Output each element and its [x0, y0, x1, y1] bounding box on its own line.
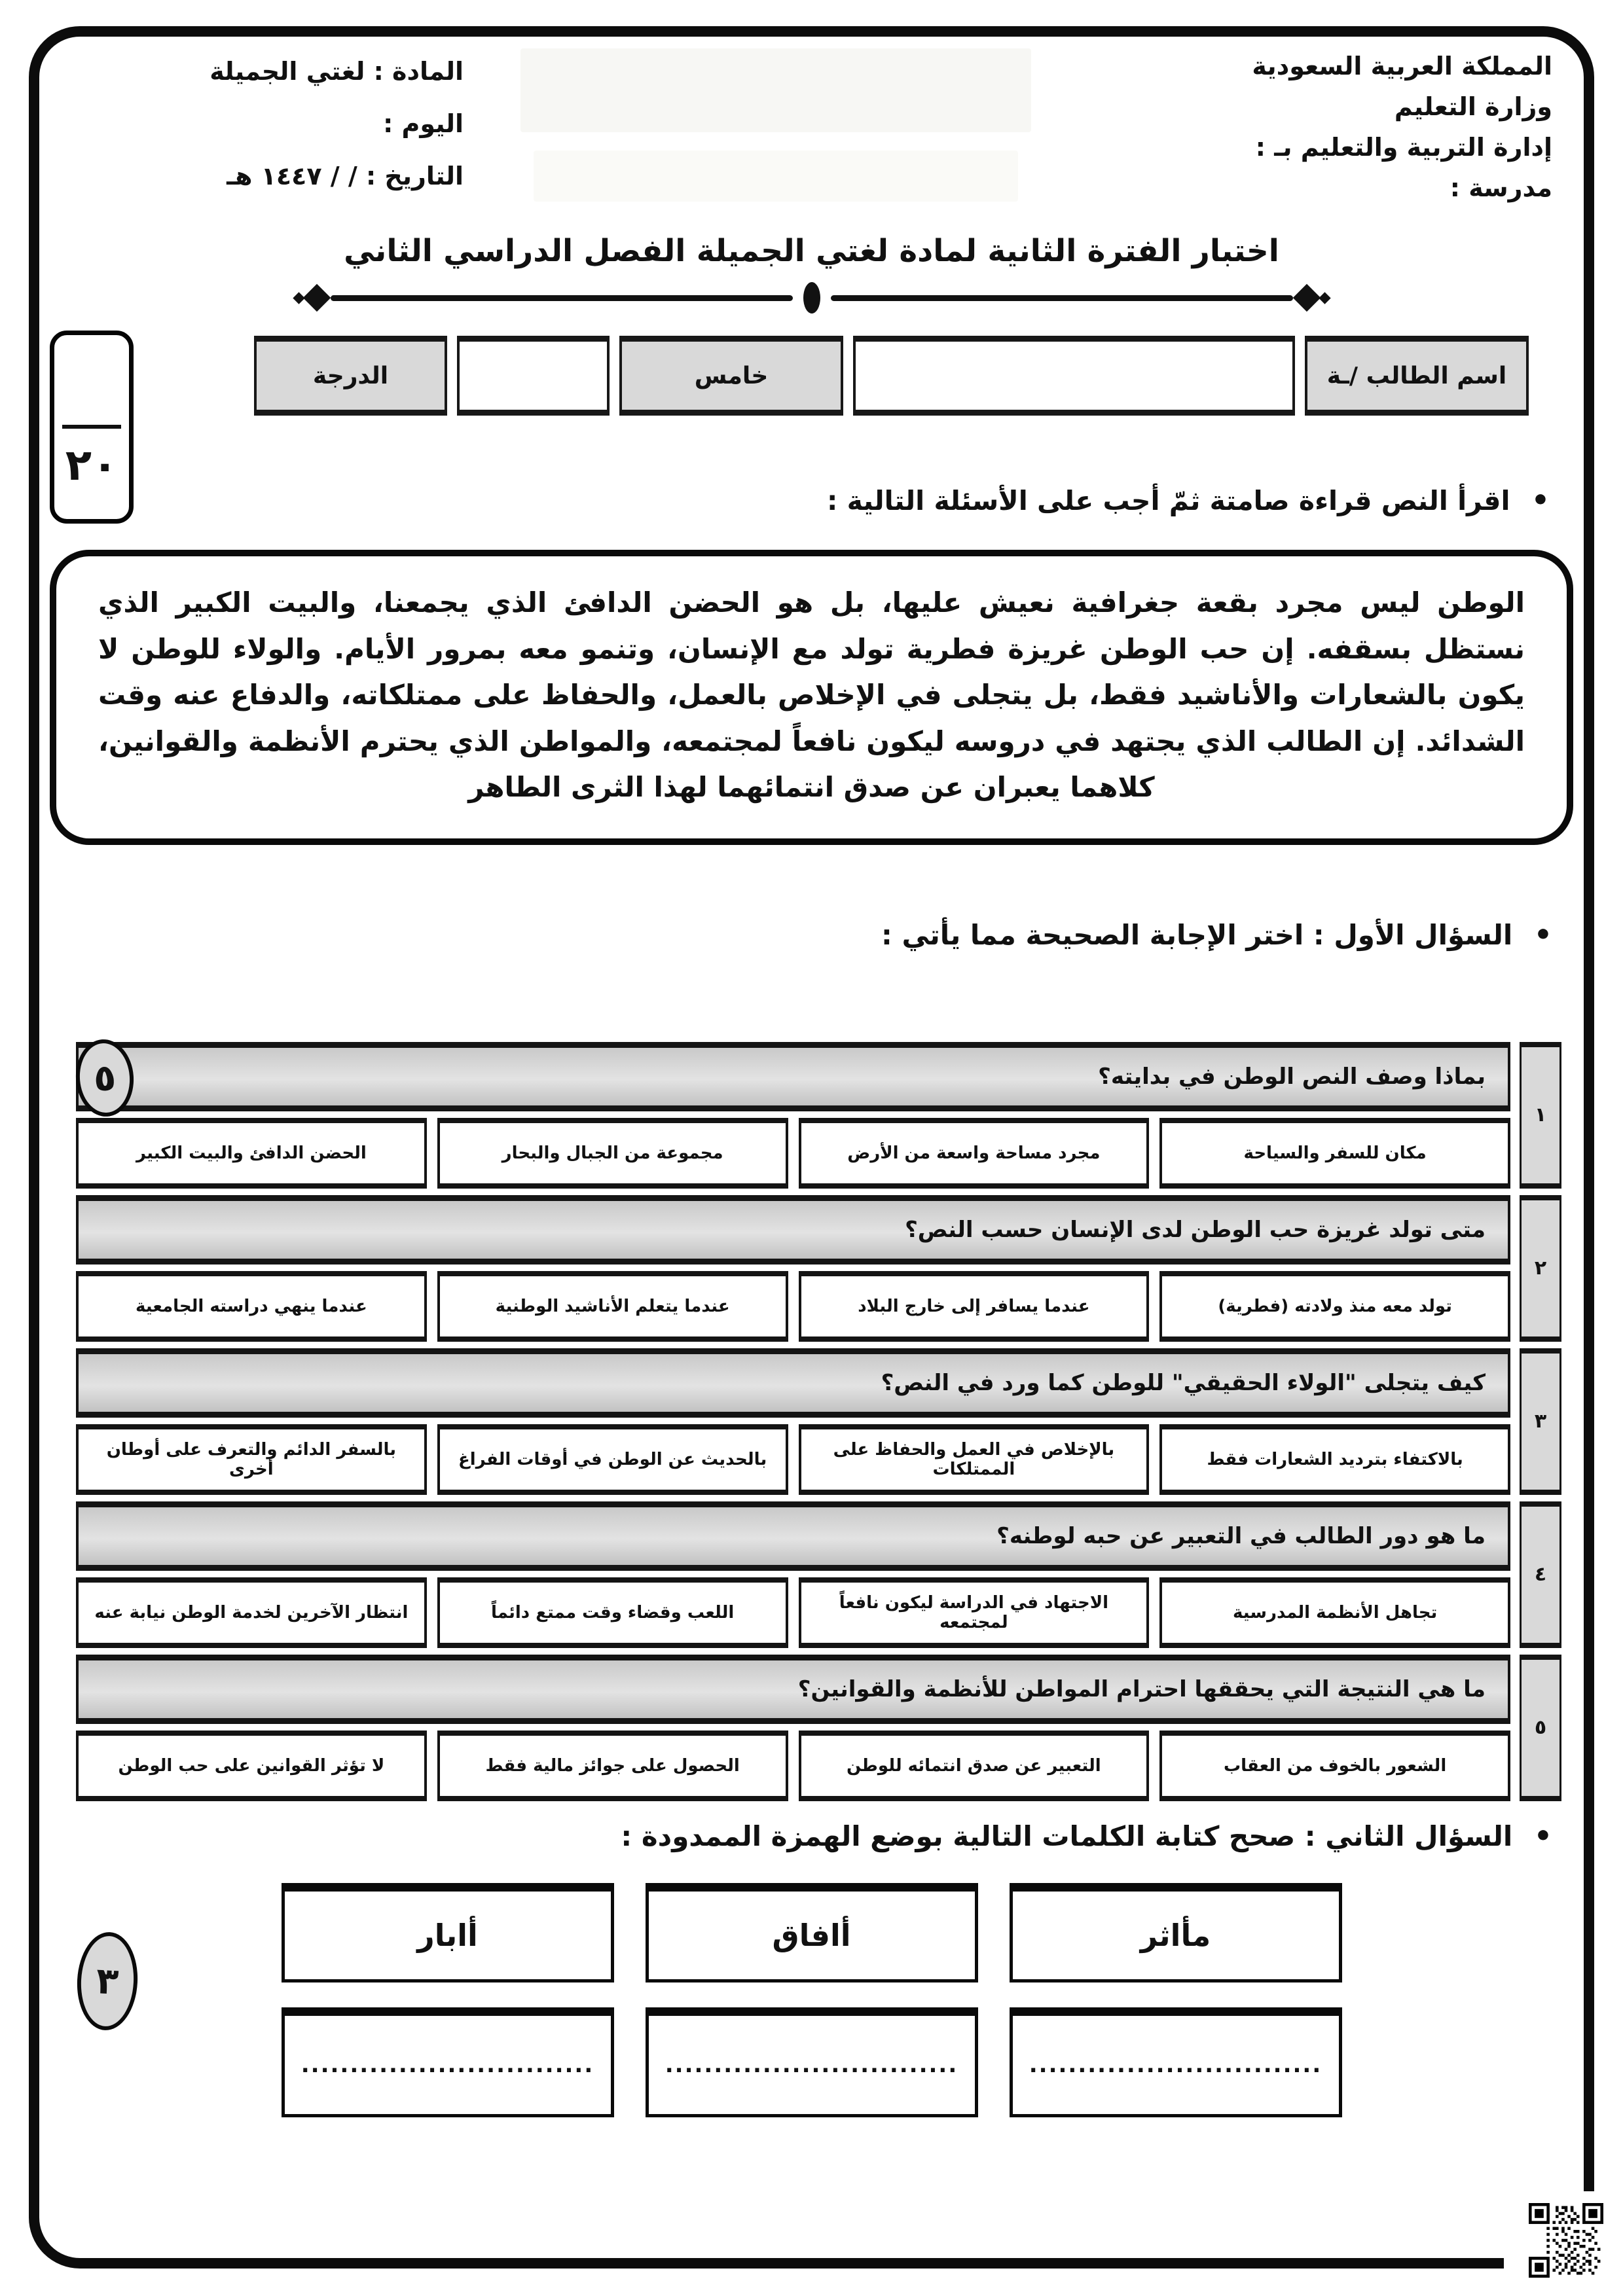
reading-instruction-text: اقرأ النص قراءة صامتة ثمّ أجب على الأسئلة التالية : — [826, 485, 1510, 516]
answer-option[interactable]: بالاكتفاء بترديد الشعارات فقط — [1159, 1424, 1510, 1495]
multiple-choice-area — [76, 1042, 1561, 1801]
divider-center-dot-icon — [803, 282, 820, 314]
question-text: متى تولد غريزة حب الوطن لدى الإنسان حسب النص؟ — [76, 1195, 1510, 1265]
answer-box[interactable]: .............................. — [1010, 2007, 1342, 2117]
answer-option[interactable]: مجرد مساحة واسعة من الأرض — [799, 1118, 1150, 1189]
question-number: ٢ — [1520, 1195, 1561, 1342]
divider-diamond-icon — [1292, 284, 1320, 312]
reading-instruction — [45, 484, 1578, 517]
answer-option[interactable]: عندما يتعلم الأناشيد الوطنية — [437, 1271, 788, 1342]
header-subject-block — [45, 35, 483, 216]
answer-option[interactable]: اللعب وقضاء وقت ممتع دائماً — [437, 1577, 788, 1648]
section2-heading-text: السؤال الثاني : صحح كتابة الكلمات التالية بوضع الهمزة الممدودة : — [621, 1820, 1513, 1852]
answer-option[interactable]: مجموعة من الجبال والبحار — [437, 1118, 788, 1189]
question-block — [76, 1195, 1561, 1342]
reading-passage-box — [50, 550, 1573, 845]
section1-heading — [45, 918, 1578, 952]
answer-option[interactable]: الحضن الدافئ والبيت الكبير — [76, 1118, 427, 1189]
divider-diamond-icon — [302, 284, 330, 312]
ministry-logo-placeholder — [520, 48, 1031, 132]
student-name-label: اسم الطالب /ـة — [1305, 336, 1529, 416]
hamza-word: أابار — [282, 1883, 614, 1982]
answer-option[interactable]: عندما يسافر إلى خارج البلاد — [799, 1271, 1150, 1342]
question-block — [76, 1655, 1561, 1801]
question-text: كيف يتجلى "الولاء الحقيقي" للوطن كما ورد في النص؟ — [76, 1348, 1510, 1418]
question-block — [76, 1042, 1561, 1189]
score-field[interactable] — [457, 336, 610, 416]
answer-option[interactable]: التعبير عن صدق انتمائه للوطن — [799, 1731, 1150, 1801]
student-name-field[interactable] — [853, 336, 1295, 416]
answer-option[interactable]: الحصول على جوائز مالية فقط — [437, 1731, 788, 1801]
header-logo-area — [483, 35, 1068, 202]
reading-passage-text: الوطن ليس مجرد بقعة جغرافية نعيش عليها، بل هو الحضن الدافئ الذي يجمعنا، والبيت الكبير الذي نستظل بسقفه. إن حب الوطن غريزة فطرية تولد مع الإنسان، وتنمو معه بمرور الأيام. والولاء للوطن لا يكون بالشعارات والأناشيد فقط، بل يتجلى في الإخلاص بالعمل، والحفاظ على ممتلكاته، والدفاع عنه وقت الشدائد. إن الطالب الذي يجتهد في دروسه ليكون نافعاً لمجتمعه، والمواطن الذي يحترم الأنظمة والقوانين، كلاهما يعبران عن صدق انتمائهما لهذا الثرى الطاهر — [98, 586, 1525, 804]
question-block — [76, 1501, 1561, 1648]
header-day: اليوم : — [383, 109, 464, 138]
exam-title: اختبار الفترة الثانية لمادة لغتي الجميلة الفصل الدراسي الثاني — [344, 233, 1279, 269]
header — [45, 35, 1578, 216]
answer-box[interactable]: .............................. — [646, 2007, 978, 2117]
header-country: المملكة العربية السعودية — [1252, 52, 1552, 81]
ministry-logo-placeholder-2 — [534, 151, 1018, 202]
divider-diamond-icon — [293, 292, 304, 304]
section2-heading — [45, 1820, 1578, 1853]
header-school: مدرسة : — [1450, 173, 1552, 202]
answer-box[interactable]: .............................. — [282, 2007, 614, 2117]
qr-code — [1529, 2203, 1603, 2278]
header-date: التاريخ : / / ١٤٤٧ هـ — [227, 162, 464, 190]
question-text: بماذا وصف النص الوطن في بدايته؟ — [76, 1042, 1510, 1111]
question-number: ٤ — [1520, 1501, 1561, 1648]
divider-line — [331, 295, 793, 301]
answer-option[interactable]: لا تؤثر القوانين على حب الوطن — [76, 1731, 427, 1801]
max-score-value: ٢٠ — [65, 440, 119, 490]
answer-option[interactable]: تولد معه منذ ولادته (فطرية) — [1159, 1271, 1510, 1342]
answer-option[interactable]: عندما ينهي دراسته الجامعية — [76, 1271, 427, 1342]
bullet-icon: • — [1533, 1819, 1552, 1853]
hamza-word: أافاق — [646, 1883, 978, 1982]
divider-line — [831, 295, 1293, 301]
question-number: ١ — [1520, 1042, 1561, 1189]
header-subject: المادة : لغتي الجميلة — [210, 57, 464, 86]
answer-option[interactable]: بالحديث عن الوطن في أوقات الفراغ — [437, 1424, 788, 1495]
question-number: ٣ — [1520, 1348, 1561, 1495]
answer-option[interactable]: بالإخلاص في العمل والحفاظ على الممتلكات — [799, 1424, 1150, 1495]
grade-label: خامس — [619, 336, 843, 416]
answer-option[interactable]: الاجتهاد في الدراسة ليكون نافعاً لمجتمعه — [799, 1577, 1150, 1648]
bullet-icon: • — [1533, 918, 1552, 952]
answer-option[interactable]: بالسفر الدائم والتعرف على أوطان أخرى — [76, 1424, 427, 1495]
bullet-icon: • — [1531, 484, 1550, 517]
hamza-answer-row — [282, 2007, 1342, 2117]
score-label: الدرجة — [254, 336, 447, 416]
hamza-word: مأاثر — [1010, 1883, 1342, 1982]
answer-option[interactable]: الشعور بالخوف من العقاب — [1159, 1731, 1510, 1801]
section2-points-badge: ٣ — [75, 1931, 140, 2032]
header-government-block — [1068, 35, 1578, 216]
answer-option[interactable]: مكان للسفر والسياحة — [1159, 1118, 1510, 1189]
score-fraction-line — [62, 425, 121, 429]
student-info-row — [254, 336, 1529, 416]
answer-option[interactable]: انتظار الآخرين لخدمة الوطن نيابة عنه — [76, 1577, 427, 1648]
question-text: ما هي النتيجة التي يحققها احترام المواطن للأنظمة والقوانين؟ — [76, 1655, 1510, 1724]
hamza-words-row — [282, 1883, 1342, 1982]
question-text: ما هو دور الطالب في التعبير عن حبه لوطنه؟ — [76, 1501, 1510, 1571]
question-block — [76, 1348, 1561, 1495]
title-divider — [295, 282, 1329, 314]
answer-option[interactable]: تجاهل الأنظمة المدرسية — [1159, 1577, 1510, 1648]
section1-points-badge: ٥ — [73, 1037, 136, 1119]
question-number: ٥ — [1520, 1655, 1561, 1801]
total-score-box[interactable] — [50, 331, 134, 524]
section1-heading-text: السؤال الأول : اختر الإجابة الصحيحة مما يأتي : — [881, 918, 1513, 951]
header-ministry: وزارة التعليم — [1394, 92, 1552, 121]
header-education-admin: إدارة التربية والتعليم بـ : — [1255, 133, 1552, 162]
